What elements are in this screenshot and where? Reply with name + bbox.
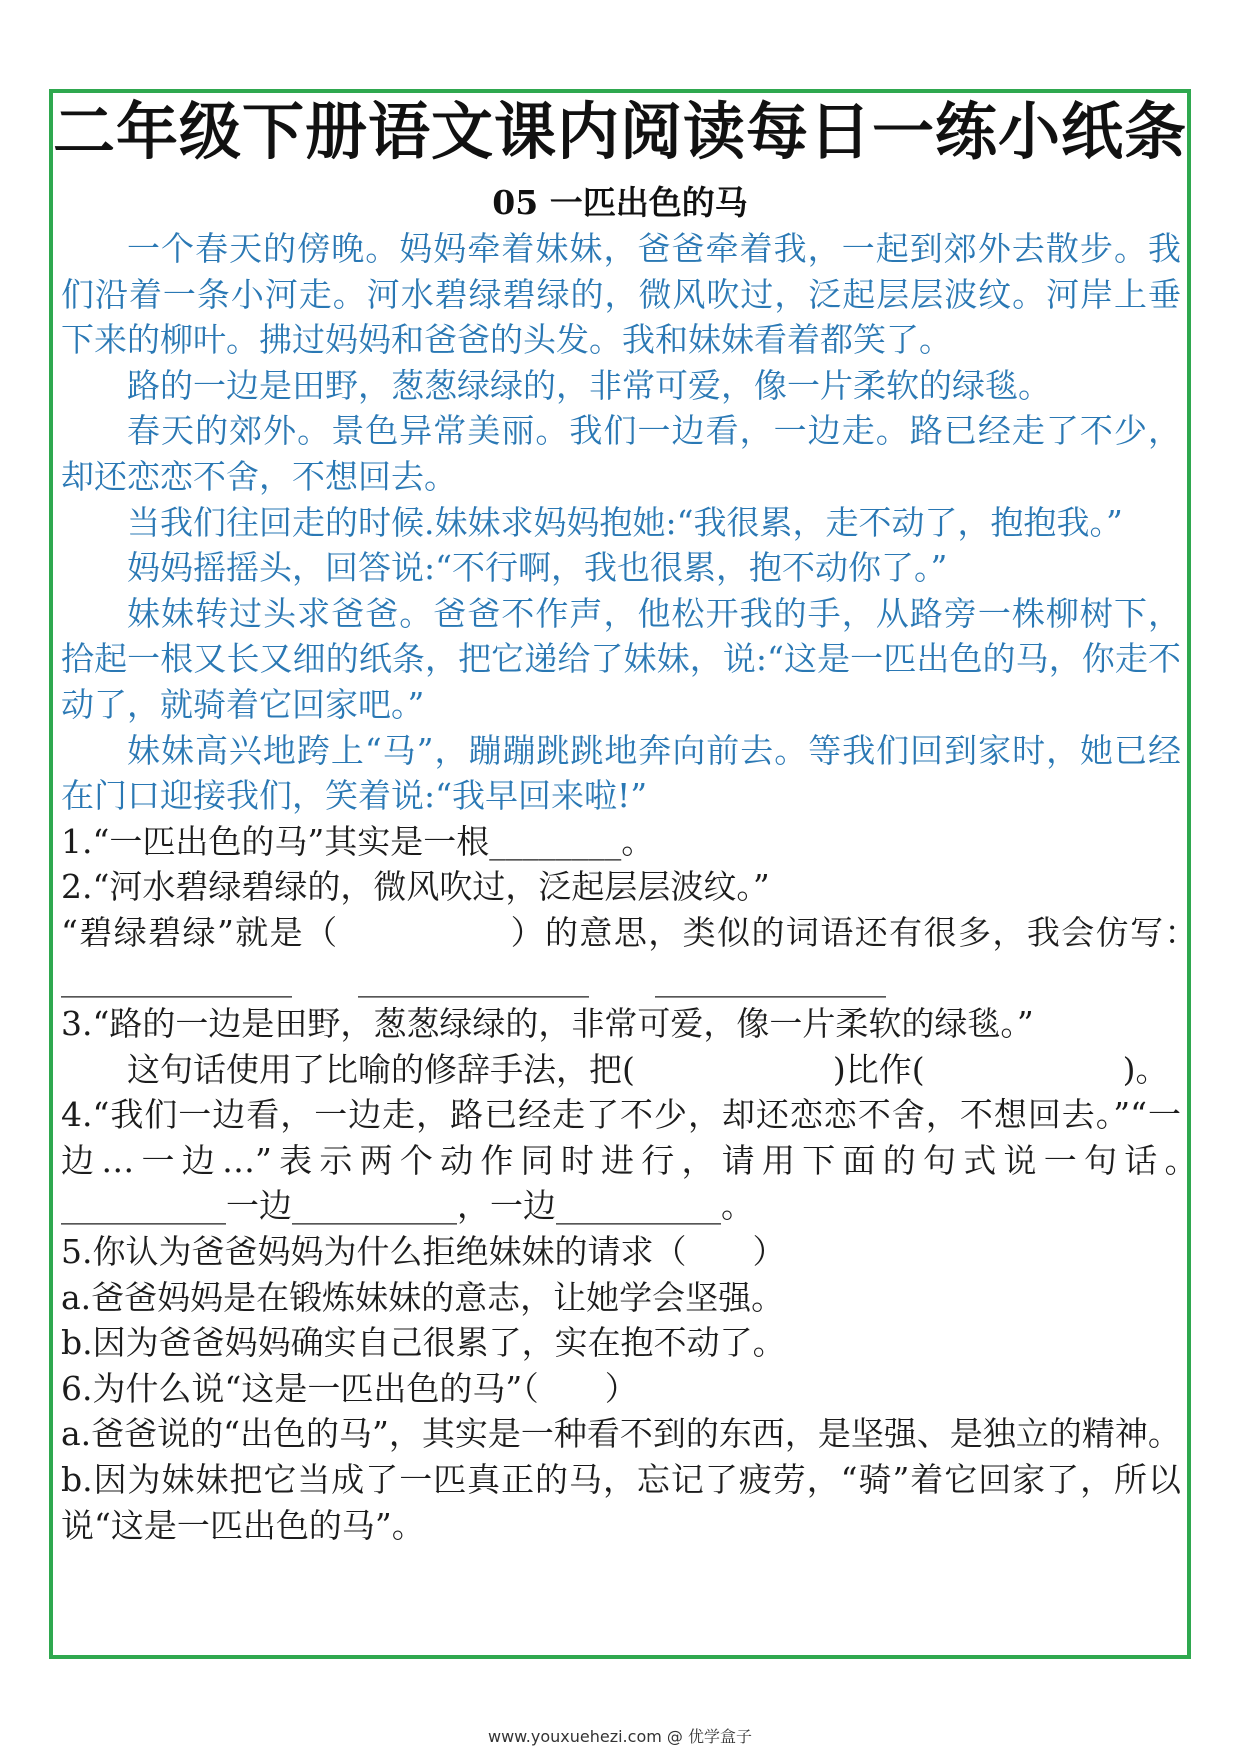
question-2-prompt: “碧绿碧绿”就是（ ）的意思，类似的词语还有很多，我会仿写： ______________ ______________ ______________ bbox=[61, 912, 1214, 998]
question-4: 4.“我们一边看，一边走，路已经走了不少，却还恋恋不舍，不想回去。”“一边…一边…”表示两个动作同时进行，请用下面的句式说一句话。 __________一边__________，一边__________。 bbox=[61, 1095, 1214, 1226]
question-2-quote: 2.“河水碧绿碧绿的，微风吹过，泛起层层波纹。” bbox=[61, 867, 770, 907]
worksheet-content bbox=[61, 226, 1214, 1548]
question-6-option-b: b.因为妹妹把它当成了一匹真正的马，忘记了疲劳，“骑”着它回家了，所以说“这是一匹出色的马”。 bbox=[61, 1460, 1181, 1545]
question-6-option-a: a.爸爸说的“出色的马”，其实是一种看不到的东西，是坚强、是独立的精神。 bbox=[61, 1414, 1181, 1454]
question-5: 5.你认为爸爸妈妈为什么拒绝妹妹的请求（ ） bbox=[61, 1232, 786, 1272]
question-1: 1.“一匹出色的马”其实是一根________。 bbox=[61, 821, 655, 861]
page-title: 二年级下册语文课内阅读每日一练小纸条 bbox=[52, 95, 1187, 168]
question-5-option-b: b.因为爸爸妈妈确实自己很累了，实在抱不动了。 bbox=[61, 1323, 786, 1363]
story-paragraph: 当我们往回走的时候.妹妹求妈妈抱她:“我很累，走不动了，抱抱我。” bbox=[127, 502, 1123, 542]
story-paragraph: 一个春天的傍晚。妈妈牵着妹妹，爸爸牵着我，一起到郊外去散步。我们沿着一条小河走。河水碧绿碧绿的，微风吹过，泛起层层波纹。河岸上垂下来的柳叶。拂过妈妈和爸爸的头发。我和妹妹看着都笑了。 bbox=[61, 229, 1181, 360]
question-3-prompt: 这句话使用了比喻的修辞手法，把( )比作( )。 bbox=[127, 1049, 1169, 1089]
footer-watermark: www.youxuehezi.com @ 优学盒子 bbox=[488, 1727, 752, 1746]
story-paragraph: 妹妹转过头求爸爸。爸爸不作声，他松开我的手，从路旁一株柳树下，拾起一根又长又细的纸条，把它递给了妹妹，说:“这是一匹出色的马，你走不动了，就骑着它回家吧。” bbox=[61, 593, 1181, 724]
story-paragraph: 妹妹高兴地跨上“马”，蹦蹦跳跳地奔向前去。等我们回到家时，她已经在门口迎接我们，笑着说:“我早回来啦!” bbox=[61, 730, 1181, 816]
question-3-quote: 3.“路的一边是田野，葱葱绿绿的，非常可爱，像一片柔软的绿毯。” bbox=[61, 1004, 1034, 1044]
story-paragraph: 路的一边是田野，葱葱绿绿的，非常可爱，像一片柔软的绿毯。 bbox=[127, 365, 1051, 405]
story-paragraph: 春天的郊外。景色异常美丽。我们一边看，一边走。路已经走了不少，却还恋恋不舍，不想回去。 bbox=[61, 411, 1181, 496]
question-5-option-a: a.爸爸妈妈是在锻炼妹妹的意志，让她学会坚强。 bbox=[61, 1277, 785, 1317]
lesson-title: 05 一匹出色的马 bbox=[492, 183, 748, 222]
reading-passage bbox=[61, 226, 1181, 819]
question-section bbox=[61, 819, 1214, 1549]
question-6: 6.为什么说“这是一匹出色的马”（ ） bbox=[61, 1368, 638, 1408]
story-paragraph: 妈妈摇摇头，回答说:“不行啊，我也很累，抱不动你了。” bbox=[127, 548, 948, 588]
